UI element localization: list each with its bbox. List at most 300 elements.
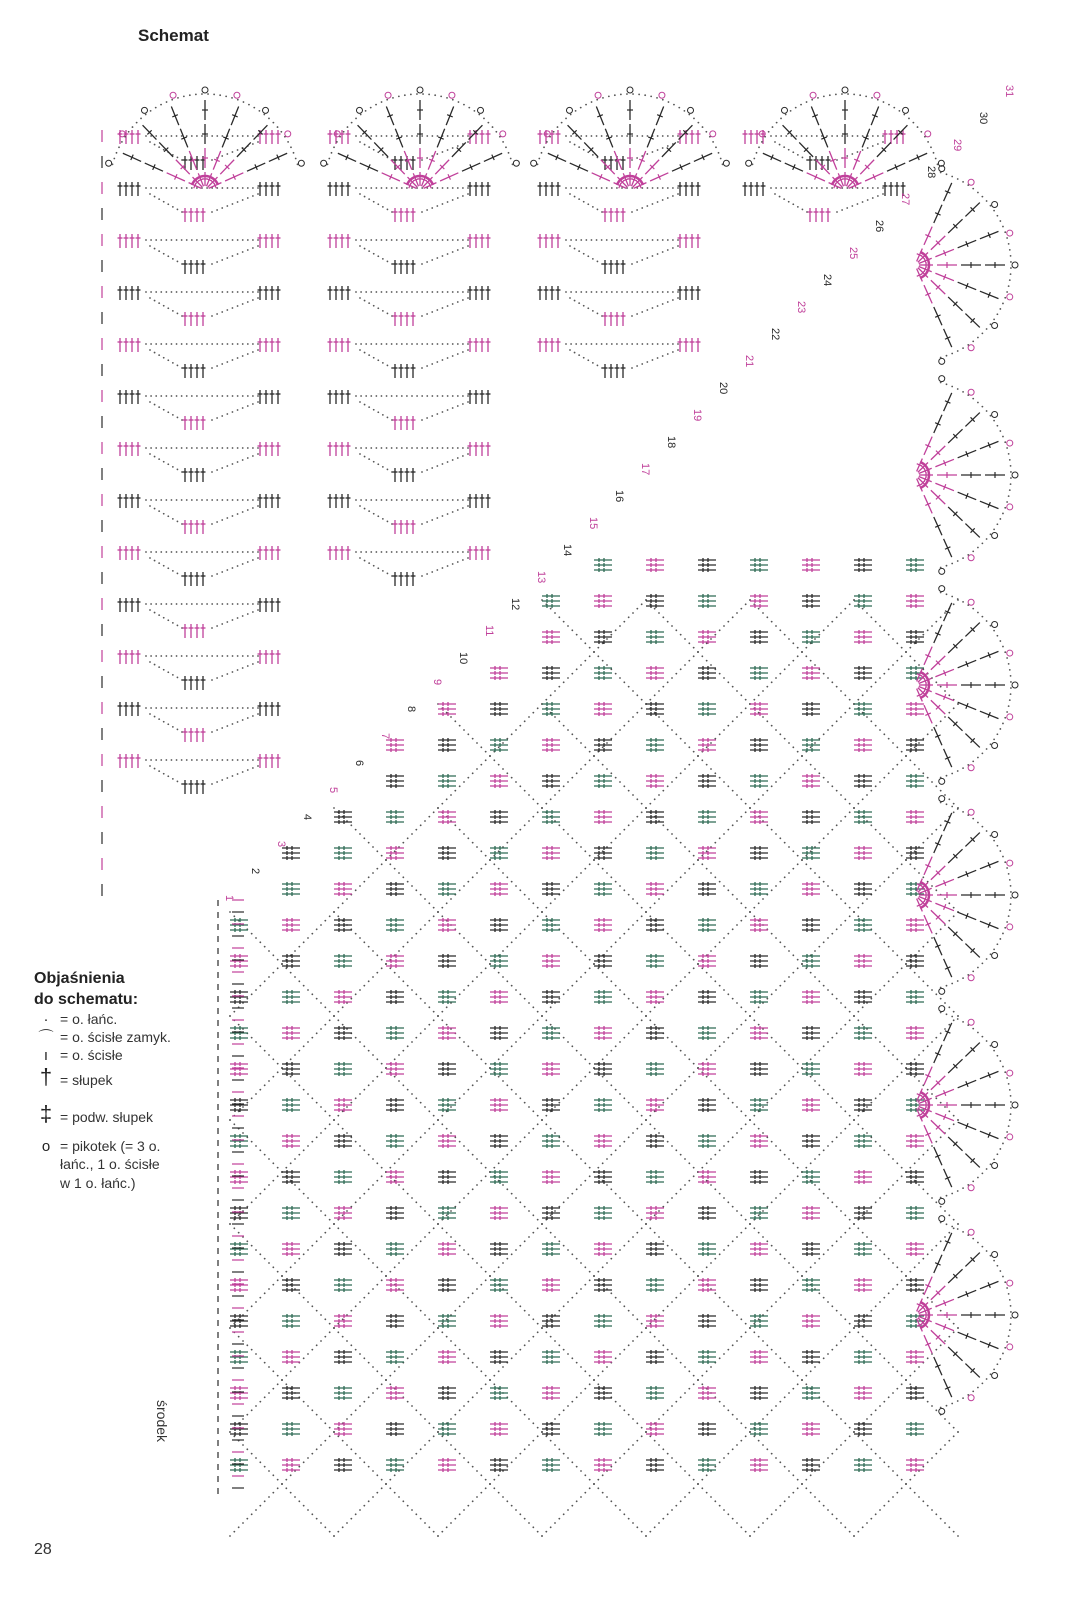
chain-dot [697,963,699,965]
chain-dot [440,95,442,97]
chain-dot [840,1418,842,1420]
chain-dot [563,829,565,831]
chain-dot [1002,303,1004,305]
chain-dot [381,1279,383,1281]
stitch-group [468,234,491,248]
chain-dot [165,395,167,397]
chain-dot [931,1405,933,1407]
chain-dot [251,1245,253,1247]
chain-dot [632,716,634,718]
chain-dot [563,1349,565,1351]
chain-dot [452,303,454,305]
picot-icon [992,533,998,539]
chain-dot [242,407,244,409]
chain-dot [237,603,239,605]
chain-dot [298,1188,300,1190]
chain-dot [753,158,755,160]
stitch-group [802,1134,820,1148]
stitch-group [906,1026,924,1040]
chain-dot [201,135,203,137]
stitch-group [542,1134,560,1148]
chain-dot [316,1518,318,1520]
stitch-group [906,1458,924,1472]
chain-dot [167,515,169,517]
chain-dot [775,1093,777,1095]
chain-dot [667,889,669,891]
chain-dot [649,1011,651,1013]
chain-dot [632,1236,634,1238]
chain-dot [167,567,169,569]
chain-dot [426,395,428,397]
chain-dot [446,1336,448,1338]
chain-dot [411,1509,413,1511]
chain-dot [232,671,234,673]
chain-dot [307,1457,309,1459]
chain-dot [149,505,151,507]
chain-dot [693,855,695,857]
chain-dot [421,187,423,189]
chain-dot [532,1440,534,1442]
chain-dot [892,1366,894,1368]
chain-dot [320,1132,322,1134]
chain-dot [580,950,582,952]
chain-dot [329,1227,331,1229]
chain-dot [257,557,259,559]
chain-dot [377,255,379,257]
chain-dot [373,201,375,203]
chain-dot [211,395,213,397]
chain-dot [853,1119,855,1121]
chain-dot [229,1327,231,1329]
chain-dot [211,603,213,605]
chain-dot [320,1002,322,1004]
chain-dot [693,1375,695,1377]
chain-dot [764,136,766,138]
chain-dot [255,1405,257,1407]
chain-dot [316,1206,318,1208]
chain-dot [370,291,372,293]
chain-dot [766,1206,768,1208]
chain-dot [226,517,228,519]
chain-dot [498,1180,500,1182]
chain-dot [667,1513,669,1515]
chain-dot [454,1206,456,1208]
chain-dot [251,993,253,995]
chain-dot [411,135,413,137]
chain-dot [671,1197,673,1199]
chain-dot [927,1089,929,1091]
chain-dot [615,1045,617,1047]
chain-dot [213,94,215,96]
chain-dot [840,794,842,796]
chain-dot [836,159,838,161]
chain-dot [645,1223,647,1225]
chain-dot [1004,231,1006,233]
chain-dot [154,612,156,614]
chain-dot [684,664,686,666]
chain-dot [680,980,682,982]
chain-dot [836,1344,838,1346]
chain-dot [355,343,357,345]
picot-icon [531,160,537,166]
chain-dot [723,1197,725,1199]
chain-dot [935,933,937,935]
chain-dot [528,716,530,718]
chain-dot [883,629,885,631]
stitch-group [258,182,281,196]
chain-dot [892,1054,894,1056]
stitch-group [538,234,561,248]
chain-dot [342,1024,344,1026]
stitch-group [906,630,924,644]
chain-dot [597,209,599,211]
chain-dot [226,361,228,363]
chain-dot [608,95,610,97]
chain-dot [558,1206,560,1208]
chain-dot [459,785,461,787]
chain-dot [386,291,388,293]
chain-dot [436,153,438,155]
chain-dot [619,1405,621,1407]
chain-dot [216,261,218,263]
chain-dot [879,1457,881,1459]
chain-dot [480,1492,482,1494]
chain-dot [762,1340,764,1342]
chain-dot [883,1193,885,1195]
chain-dot [372,1262,374,1264]
chain-dot [740,1232,742,1234]
chain-dot [232,411,234,413]
chain-dot [567,1405,569,1407]
chain-dot [402,1258,404,1260]
chain-dot [909,1375,911,1377]
chain-dot [580,1158,582,1160]
chain-dot [268,1158,270,1160]
stitch-group [854,666,872,680]
chain-dot [502,1158,504,1160]
chain-dot [545,803,547,805]
chain-dot [922,1258,924,1260]
chain-dot [233,1531,235,1533]
chain-dot [840,1002,842,1004]
chain-dot [684,1184,686,1186]
chain-dot [368,198,370,200]
chain-dot [165,707,167,709]
chain-dot [519,725,521,727]
stitch-group [646,918,664,932]
stitch-group [438,1458,456,1472]
chain-dot [476,1366,478,1368]
chain-dot [316,1102,318,1104]
chain-dot [196,603,198,605]
chain-dot [981,406,983,408]
chain-dot [145,759,147,761]
chain-dot [394,1370,396,1372]
chain-dot [426,313,428,315]
chain-dot [797,206,799,208]
stitch-group [678,338,701,352]
chain-dot [191,395,193,397]
chain-dot [948,1440,950,1442]
chain-dot [914,764,916,766]
stitch-group [698,954,716,968]
stitch-group [542,918,560,932]
chain-dot [882,141,884,143]
chain-dot [229,1535,231,1537]
chain-dot [428,1422,430,1424]
chain-dot [1010,267,1012,269]
chain-dot [347,126,349,128]
chain-dot [391,291,393,293]
chain-dot [745,603,747,605]
chain-dot [849,1531,851,1533]
chain-dot [788,1470,790,1472]
chain-dot [927,1045,929,1047]
chain-dot [485,1279,487,1281]
chain-dot [452,187,454,189]
chain-dot [940,1344,942,1346]
chain-dot [810,1180,812,1182]
chain-dot [447,135,449,137]
chain-dot [602,1162,604,1164]
chain-dot [462,195,464,197]
chain-dot [376,850,378,852]
chain-dot [753,907,755,909]
chain-dot [128,131,130,133]
chain-dot [201,343,203,345]
chain-dot [727,1141,729,1143]
chain-dot [420,1206,422,1208]
picot-icon [1007,294,1013,300]
chain-dot [155,135,157,137]
chain-dot [901,1175,903,1177]
chain-dot [424,1132,426,1134]
stitch-group [183,520,206,534]
chain-dot [615,733,617,735]
chain-dot [641,343,643,345]
chain-dot [498,850,500,852]
chain-dot [421,263,423,265]
chain-dot [935,1453,937,1455]
chain-dot [247,249,249,251]
stitch-group [386,990,404,1004]
chain-dot [563,785,565,787]
chain-dot [221,551,223,553]
chain-dot [753,1531,755,1533]
chain-dot [558,1414,560,1416]
chain-dot [898,110,900,112]
chain-dot [165,447,167,449]
chain-dot [259,1149,261,1151]
chain-dot [359,989,361,991]
chain-dot [844,608,846,610]
chain-dot [901,759,903,761]
chain-dot [927,141,929,143]
chain-dot [280,131,282,133]
chain-dot [875,993,877,995]
stitch-group [118,546,141,560]
chain-dot [550,1336,552,1338]
chain-dot [524,1310,526,1312]
chain-dot [382,414,384,416]
chain-dot [944,1210,946,1212]
chain-dot [996,313,998,315]
chain-dot [567,1145,569,1147]
chain-dot [584,954,586,956]
chain-dot [226,205,228,207]
stitch-group [594,1026,612,1040]
chain-dot [944,898,946,900]
chain-dot [619,833,621,835]
chain-dot [221,207,223,209]
chain-dot [377,359,379,361]
chain-dot [626,93,628,95]
chain-dot [176,343,178,345]
chain-dot [364,560,366,562]
chain-dot [450,898,452,900]
chain-dot [411,395,413,397]
chain-dot [571,1193,573,1195]
chain-dot [616,239,618,241]
chain-dot [463,833,465,835]
chain-dot [771,1513,773,1515]
chain-dot [176,499,178,501]
chain-dot [238,1232,240,1234]
chain-dot [176,395,178,397]
stitch-group [282,1278,300,1292]
chain-dot [567,1353,569,1355]
chain-dot [415,1453,417,1455]
chain-dot [797,1487,799,1489]
chain-dot [580,1470,582,1472]
chain-dot [467,239,469,241]
chain-dot [368,1050,370,1052]
chain-dot [646,309,648,311]
chain-dot [382,518,384,520]
chain-dot [463,885,465,887]
chain-dot [329,1115,331,1117]
chain-dot [324,1440,326,1442]
chain-dot [632,898,634,900]
chain-dot [381,1063,383,1065]
chain-dot [207,93,209,95]
chain-dot [426,343,428,345]
chain-dot [226,153,228,155]
stitch-group [334,1458,352,1472]
stitch-group [542,594,560,608]
chain-dot [775,781,777,783]
chain-dot [257,291,259,293]
chain-dot [243,101,245,103]
chain-dot [272,1492,274,1494]
chain-dot [853,1431,855,1433]
chain-dot [593,1483,595,1485]
chain-dot [922,946,924,948]
chain-dot [933,152,935,154]
stitch-group [118,182,141,196]
chain-dot [774,141,776,143]
chain-dot [935,158,937,160]
chain-dot [211,159,213,161]
chain-dot [320,1418,322,1420]
stitch-group [334,990,352,1004]
picot-icon [106,160,112,166]
chain-dot [229,1119,231,1121]
chain-dot [641,603,643,605]
chain-dot [416,93,418,95]
chain-dot [706,746,708,748]
chain-dot [672,135,674,137]
chain-dot [447,551,449,553]
chain-dot [476,768,478,770]
chain-dot [216,499,218,501]
stitch-group [393,312,416,326]
chain-dot [677,297,679,299]
chain-dot [511,733,513,735]
chain-dot [806,101,808,103]
chain-dot [476,846,478,848]
chain-dot [463,1405,465,1407]
chain-dot [940,720,942,722]
chain-dot [802,209,804,211]
stitch-group [883,130,906,144]
chain-dot [810,1370,812,1372]
chain-dot [355,1097,357,1099]
chain-dot [641,803,643,805]
chain-dot [879,1093,881,1095]
chain-dot [373,565,375,567]
chain-dot [452,343,454,345]
chain-dot [940,1206,942,1208]
chain-dot [792,746,794,748]
chain-dot [584,1388,586,1390]
chain-dot [706,1474,708,1476]
stitch-group [282,1242,300,1256]
chain-dot [206,759,208,761]
chain-dot [268,976,270,978]
stitch-group [750,882,768,896]
chain-dot [567,1457,569,1459]
chain-dot [662,1518,664,1520]
stitch-group [282,1314,300,1328]
chain-dot [962,391,964,393]
chain-dot [424,1418,426,1420]
chain-dot [298,980,300,982]
stitch-group [802,1206,820,1220]
chain-dot [901,1071,903,1073]
chain-dot [770,135,772,137]
chain-dot [511,1401,513,1403]
chain-dot [532,1024,534,1026]
chain-dot [628,1240,630,1242]
chain-dot [927,1253,929,1255]
chain-dot [914,1180,916,1182]
chain-dot [467,187,469,189]
chain-dot [888,1050,890,1052]
chain-dot [597,1375,599,1377]
chain-dot [892,638,894,640]
chain-dot [242,719,244,721]
chain-dot [537,1019,539,1021]
chain-dot [810,764,812,766]
chain-dot [515,885,517,887]
chain-dot [652,239,654,241]
chain-dot [452,563,454,565]
chain-dot [394,972,396,974]
chain-dot [406,395,408,397]
chain-dot [788,638,790,640]
chain-dot [563,1409,565,1411]
